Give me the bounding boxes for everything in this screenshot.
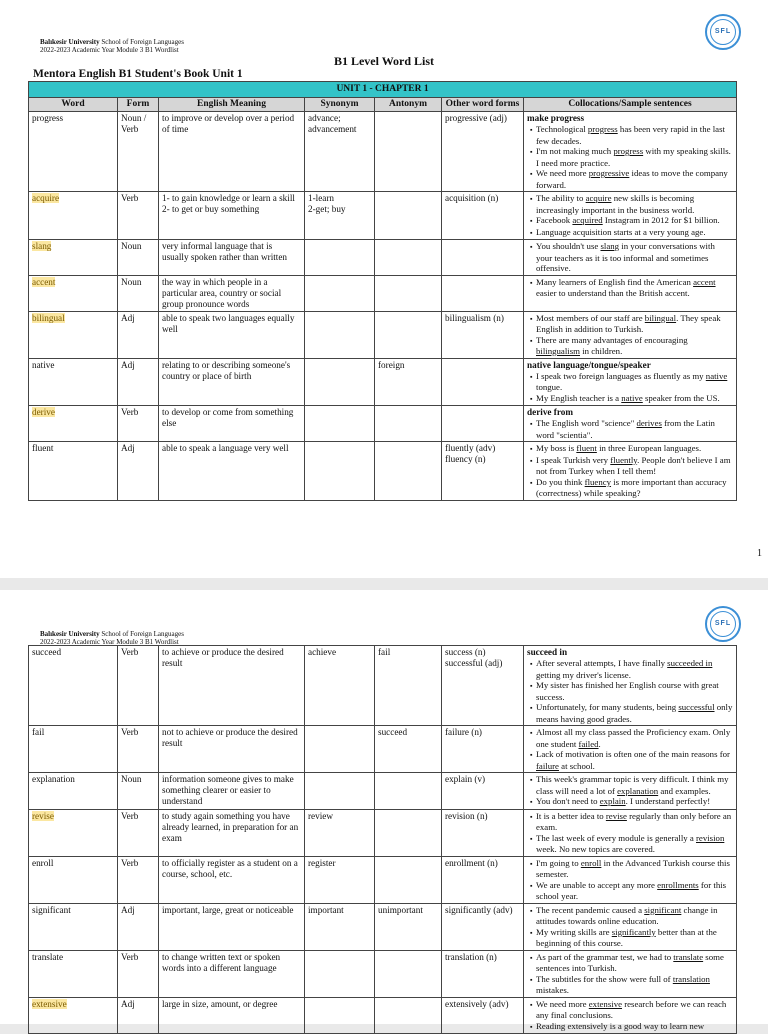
sample-sentence: ▪ You shouldn't use slang in your conversations with your teachers as it is too informal and sometimes offensive. xyxy=(527,241,733,274)
cell-meaning: information someone gives to make something clearer or easier to understand xyxy=(159,773,305,810)
sentence-list xyxy=(527,727,733,771)
sample-sentence: ▪ You don't need to explain. I understand perfectly! xyxy=(527,796,733,808)
cell-other-forms: revision (n) xyxy=(442,809,524,856)
cell-word xyxy=(29,997,118,1034)
word: enroll xyxy=(32,857,54,868)
sample-sentence: ▪ Many learners of English find the American accent easier to understand than the British accent. xyxy=(527,277,733,299)
sentence-list xyxy=(527,371,733,405)
sample-sentence: ▪ I speak two foreign languages as fluently as my native tongue. xyxy=(527,371,733,393)
target-word: fluently xyxy=(610,454,638,465)
cell-word xyxy=(29,192,118,240)
sentence-list xyxy=(527,811,733,855)
cell-synonym: register xyxy=(305,856,375,903)
cell-other-forms: enrollment (n) xyxy=(442,856,524,903)
sample-sentence: ▪ The last week of every module is generally a revision week. No new topics are covered. xyxy=(527,833,733,855)
table-row xyxy=(29,311,737,358)
cell-antonym xyxy=(375,809,442,856)
cell-word xyxy=(29,442,118,501)
sentence-list xyxy=(527,443,733,499)
cell-synonym xyxy=(305,950,375,997)
cell-meaning: the way in which people in a particular area, country or social group pronounce words xyxy=(159,275,305,311)
sample-sentence: ▪ Do you think fluency is more important than accuracy (correctness) while speaking? xyxy=(527,477,733,499)
sentence-list xyxy=(527,277,733,299)
cell-other-forms: translation (n) xyxy=(442,950,524,997)
cell-other-forms: acquisition (n) xyxy=(442,192,524,240)
sample-sentence: ▪ Reading extensively is a good way to learn new xyxy=(527,1021,733,1033)
school-name: School of Foreign Languages xyxy=(101,630,184,638)
sentence-list xyxy=(527,193,733,238)
unit-banner-row xyxy=(29,82,737,98)
cell-synonym xyxy=(305,773,375,810)
cell-word xyxy=(29,240,118,276)
target-word: significant xyxy=(644,904,682,915)
cell-form: Adj xyxy=(118,903,159,950)
cell-antonym xyxy=(375,997,442,1034)
cell-word xyxy=(29,311,118,358)
cell-antonym xyxy=(375,240,442,276)
target-word: succeeded in xyxy=(667,658,713,668)
word: native xyxy=(32,359,55,370)
cell-word xyxy=(29,809,118,856)
cell-word xyxy=(29,903,118,950)
col-header-antonym: Antonym xyxy=(375,98,442,112)
word: bilingual xyxy=(32,312,65,323)
table-row xyxy=(29,112,737,192)
col-header-synonym: Synonym xyxy=(305,98,375,112)
cell-collocations xyxy=(524,192,737,240)
table-row xyxy=(29,856,737,903)
sample-sentence: ▪ Most members of our staff are bilingual. They speak English in addition to Turkish. xyxy=(527,313,733,335)
sentence-list xyxy=(527,952,733,996)
cell-form: Verb xyxy=(118,809,159,856)
word: significant xyxy=(32,904,71,915)
cell-word xyxy=(29,773,118,810)
word: progress xyxy=(32,113,64,123)
sample-sentence: ▪ My boss is fluent in three European languages. xyxy=(527,443,733,455)
cell-antonym xyxy=(375,773,442,810)
cell-antonym xyxy=(375,192,442,240)
cell-collocations xyxy=(524,275,737,311)
sample-sentence: ▪ It is a better idea to revise regularly than only before an exam. xyxy=(527,811,733,833)
cell-collocations xyxy=(524,240,737,276)
cell-meaning: to achieve or produce the desired result xyxy=(159,646,305,726)
collocation-heading: succeed in xyxy=(527,647,568,657)
cell-other-forms: success (n) successful (adj) xyxy=(442,646,524,726)
cell-antonym xyxy=(375,442,442,501)
collocation-heading: make progress xyxy=(527,113,585,123)
sentence-list xyxy=(527,418,733,440)
cell-collocations xyxy=(524,856,737,903)
cell-antonym xyxy=(375,406,442,442)
page2-rows xyxy=(29,646,737,1034)
cell-synonym xyxy=(305,406,375,442)
target-word: explanation xyxy=(617,785,659,796)
cell-word xyxy=(29,856,118,903)
cell-antonym: succeed xyxy=(375,726,442,773)
cell-word xyxy=(29,950,118,997)
cell-word xyxy=(29,358,118,406)
cell-antonym xyxy=(375,311,442,358)
cell-form: Adj xyxy=(118,997,159,1034)
sentence-list xyxy=(527,313,733,357)
university-name: Balıkesir University xyxy=(40,630,100,638)
target-word: successful xyxy=(678,702,715,712)
sfl-logo xyxy=(705,14,741,50)
page-header xyxy=(40,630,184,646)
sentence-list xyxy=(527,124,733,190)
cell-antonym xyxy=(375,950,442,997)
cell-meaning: relating to or describing someone's country or place of birth xyxy=(159,358,305,406)
target-word: native xyxy=(705,370,728,381)
page1-rows xyxy=(29,112,737,501)
target-word: failed xyxy=(578,738,599,749)
sample-sentence: ▪ There are many advantages of encouraging bilingualism in children. xyxy=(527,335,733,357)
sentence-list xyxy=(527,774,733,808)
cell-antonym: fail xyxy=(375,646,442,726)
cell-form: Noun xyxy=(118,275,159,311)
table-row xyxy=(29,726,737,773)
sample-sentence: ▪ My writing skills are significantly better than at the beginning of this course. xyxy=(527,927,733,949)
cell-meaning: to develop or come from something else xyxy=(159,406,305,442)
sample-sentence: ▪ Almost all my class passed the Proficiency exam. Only one student failed. xyxy=(527,727,733,749)
target-word: enrollments xyxy=(657,879,699,890)
cell-meaning: to improve or develop over a period of time xyxy=(159,112,305,192)
target-word: fluency xyxy=(584,476,612,487)
table-row xyxy=(29,809,737,856)
cell-other-forms: bilingualism (n) xyxy=(442,311,524,358)
cell-other-forms: significantly (adv) xyxy=(442,903,524,950)
cell-form: Adj xyxy=(118,311,159,358)
target-word: significantly xyxy=(611,926,656,937)
cell-antonym xyxy=(375,112,442,192)
cell-other-forms: fluently (adv) fluency (n) xyxy=(442,442,524,501)
target-word: fluent xyxy=(576,443,597,453)
cell-other-forms: progressive (adj) xyxy=(442,112,524,192)
sample-sentence: ▪ This week's grammar topic is very difficult. I think my class will need a lot of explanation and examples. xyxy=(527,774,733,796)
sample-sentence: ▪ Unfortunately, for many students, being successful only means having good grades. xyxy=(527,702,733,724)
sample-sentence: ▪ The recent pandemic caused a significant change in attitudes towards online education. xyxy=(527,905,733,927)
word: slang xyxy=(32,241,52,251)
cell-meaning: not to achieve or produce the desired result xyxy=(159,726,305,773)
table-row xyxy=(29,997,737,1034)
cell-collocations xyxy=(524,442,737,501)
cell-synonym xyxy=(305,358,375,406)
cell-form: Adj xyxy=(118,358,159,406)
cell-collocations xyxy=(524,903,737,950)
target-word: enroll xyxy=(580,857,602,868)
sample-sentence: ▪ I speak Turkish very fluently. People don't believe I am not from Turkey when I tell them! xyxy=(527,455,733,477)
cell-synonym xyxy=(305,275,375,311)
target-word: failure xyxy=(536,760,559,771)
sample-sentence: ▪ The English word "science" derives from the Latin word "scientia". xyxy=(527,418,733,440)
cell-meaning: very informal language that is usually spoken rather than written xyxy=(159,240,305,276)
cell-form: Verb xyxy=(118,726,159,773)
word: explanation xyxy=(32,774,75,784)
target-word: native xyxy=(621,392,643,403)
sample-sentence: ▪ After several attempts, I have finally succeeded in getting my driver's license. xyxy=(527,658,733,680)
logo-text: SFL xyxy=(714,620,732,627)
sample-sentence: ▪ We are unable to accept any more enrollments for this school year. xyxy=(527,880,733,902)
sample-sentence: ▪ We need more progressive ideas to move the company forward. xyxy=(527,168,733,190)
cell-other-forms: failure (n) xyxy=(442,726,524,773)
word: extensive xyxy=(32,998,67,1009)
cell-other-forms: explain (v) xyxy=(442,773,524,810)
cell-synonym xyxy=(305,442,375,501)
cell-antonym: unimportant xyxy=(375,903,442,950)
word: derive xyxy=(32,407,55,417)
sentence-list xyxy=(527,905,733,949)
cell-collocations xyxy=(524,358,737,406)
col-header-collocations: Collocations/Sample sentences xyxy=(524,98,737,112)
sentence-list xyxy=(527,858,733,902)
target-word: bilingualism xyxy=(536,346,580,356)
cell-synonym: achieve xyxy=(305,646,375,726)
book-title: Mentora English B1 Student's Book Unit 1 xyxy=(33,68,243,80)
target-word: accent xyxy=(693,276,716,287)
target-word: progress xyxy=(587,124,618,134)
table-row xyxy=(29,275,737,311)
cell-antonym: foreign xyxy=(375,358,442,406)
sample-sentence: ▪ Technological progress has been very rapid in the last few decades. xyxy=(527,124,733,146)
cell-word xyxy=(29,406,118,442)
cell-antonym xyxy=(375,856,442,903)
cell-collocations xyxy=(524,406,737,442)
col-header-form: Form xyxy=(118,98,159,112)
table-row xyxy=(29,406,737,442)
cell-meaning: important, large, great or noticeable xyxy=(159,903,305,950)
table-row xyxy=(29,442,737,501)
cell-other-forms xyxy=(442,275,524,311)
cell-word xyxy=(29,275,118,311)
target-word: revision xyxy=(696,832,725,843)
cell-collocations xyxy=(524,311,737,358)
target-word: acquire xyxy=(585,193,612,203)
target-word: slang xyxy=(600,241,620,251)
cell-word xyxy=(29,112,118,192)
cell-collocations xyxy=(524,646,737,726)
sample-sentence: ▪ My sister has finished her English course with great success. xyxy=(527,680,733,702)
cell-synonym: review xyxy=(305,809,375,856)
cell-other-forms: extensively (adv) xyxy=(442,997,524,1034)
cell-synonym xyxy=(305,726,375,773)
cell-synonym: 1-learn 2-get; buy xyxy=(305,192,375,240)
word: fluent xyxy=(32,443,54,453)
table-row xyxy=(29,903,737,950)
target-word: bilingual xyxy=(644,312,677,323)
page-number: 1 xyxy=(757,548,762,559)
cell-form: Noun / Verb xyxy=(118,112,159,192)
cell-form: Verb xyxy=(118,856,159,903)
cell-collocations xyxy=(524,726,737,773)
cell-other-forms xyxy=(442,358,524,406)
word: fail xyxy=(32,727,45,737)
word: succeed xyxy=(32,647,62,657)
cell-synonym xyxy=(305,240,375,276)
target-word: translation xyxy=(672,973,710,984)
target-word: progress xyxy=(613,146,644,156)
sample-sentence: ▪ The ability to acquire new skills is becoming increasingly important in the business world. xyxy=(527,193,733,215)
word: translate xyxy=(32,951,64,962)
table-row xyxy=(29,240,737,276)
cell-meaning: to change written text or spoken words into a different language xyxy=(159,950,305,997)
sample-sentence: ▪ Language acquisition starts at a very young age. xyxy=(527,227,733,239)
cell-word xyxy=(29,646,118,726)
col-header-meaning: English Meaning xyxy=(159,98,305,112)
cell-meaning: 1- to gain knowledge or learn a skill 2- to get or buy something xyxy=(159,192,305,240)
cell-collocations xyxy=(524,950,737,997)
collocation-heading: native language/tongue/speaker xyxy=(527,359,651,370)
cell-collocations xyxy=(524,112,737,192)
university-name: Balıkesir University xyxy=(40,38,100,46)
cell-synonym xyxy=(305,311,375,358)
cell-meaning: large in size, amount, or degree xyxy=(159,997,305,1034)
table-row xyxy=(29,192,737,240)
collocation-heading: derive from xyxy=(527,407,574,417)
word-list-table xyxy=(28,81,737,501)
cell-form: Verb xyxy=(118,646,159,726)
cell-other-forms xyxy=(442,240,524,276)
page-header xyxy=(40,38,184,54)
cell-collocations xyxy=(524,809,737,856)
cell-form: Verb xyxy=(118,192,159,240)
col-header-word: Word xyxy=(29,98,118,112)
sentence-list xyxy=(527,658,733,724)
table-row xyxy=(29,950,737,997)
cell-word xyxy=(29,726,118,773)
year-line: 2022-2023 Academic Year Module 3 B1 Wordlist xyxy=(40,638,179,646)
sample-sentence: ▪ As part of the grammar test, we had to translate some sentences into Turkish. xyxy=(527,952,733,974)
cell-synonym xyxy=(305,997,375,1034)
sample-sentence: ▪ The subtitles for the show were full of translation mistakes. xyxy=(527,974,733,996)
table-header-row xyxy=(29,98,737,112)
target-word: extensive xyxy=(588,998,623,1009)
table-row xyxy=(29,358,737,406)
cell-form: Verb xyxy=(118,950,159,997)
document-page-2 xyxy=(0,590,768,1031)
target-word: acquired xyxy=(572,215,603,225)
table-row xyxy=(29,646,737,726)
cell-other-forms xyxy=(442,406,524,442)
target-word: explain xyxy=(599,796,626,806)
page-title: B1 Level Word List xyxy=(333,54,435,68)
cell-collocations xyxy=(524,773,737,810)
cell-form: Noun xyxy=(118,773,159,810)
cell-meaning: to study again something you have already learned, in preparation for an exam xyxy=(159,809,305,856)
word-list-table xyxy=(28,645,737,1034)
sample-sentence: ▪ I'm not making much progress with my speaking skills. I need more practice. xyxy=(527,146,733,168)
school-name: School of Foreign Languages xyxy=(101,38,184,46)
sample-sentence: ▪ We need more extensive research before we can reach any final conclusions. xyxy=(527,999,733,1021)
cell-antonym xyxy=(375,275,442,311)
cell-collocations xyxy=(524,997,737,1034)
cell-synonym: important xyxy=(305,903,375,950)
sample-sentence: ▪ I'm going to enroll in the Advanced Turkish course this semester. xyxy=(527,858,733,880)
table-row xyxy=(29,773,737,810)
cell-form: Verb xyxy=(118,406,159,442)
target-word: derives xyxy=(636,418,662,428)
cell-meaning: to officially register as a student on a course, school, etc. xyxy=(159,856,305,903)
target-word: progressive xyxy=(588,168,630,178)
sample-sentence: ▪ My English teacher is a native speaker from the US. xyxy=(527,393,733,405)
logo-text: SFL xyxy=(714,28,732,35)
sample-sentence: ▪ Facebook acquired Instagram in 2012 for $1 billion. xyxy=(527,215,733,227)
cell-meaning: able to speak two languages equally well xyxy=(159,311,305,358)
cell-synonym: advance; advancement xyxy=(305,112,375,192)
target-word: revise xyxy=(605,810,627,821)
word: revise xyxy=(32,810,54,821)
year-line: 2022-2023 Academic Year Module 3 B1 Wordlist xyxy=(40,46,179,54)
word: accent xyxy=(32,276,56,287)
unit-banner: UNIT 1 - CHAPTER 1 xyxy=(29,82,737,98)
word: acquire xyxy=(32,193,60,203)
cell-meaning: able to speak a language very well xyxy=(159,442,305,501)
sentence-list xyxy=(527,241,733,274)
cell-form: Adj xyxy=(118,442,159,501)
cell-form: Noun xyxy=(118,240,159,276)
col-header-other-forms: Other word forms xyxy=(442,98,524,112)
sfl-logo xyxy=(705,606,741,642)
target-word: translate xyxy=(673,951,704,962)
sample-sentence: ▪ Lack of motivation is often one of the main reasons for failure at school. xyxy=(527,749,733,771)
sentence-list xyxy=(527,999,733,1033)
